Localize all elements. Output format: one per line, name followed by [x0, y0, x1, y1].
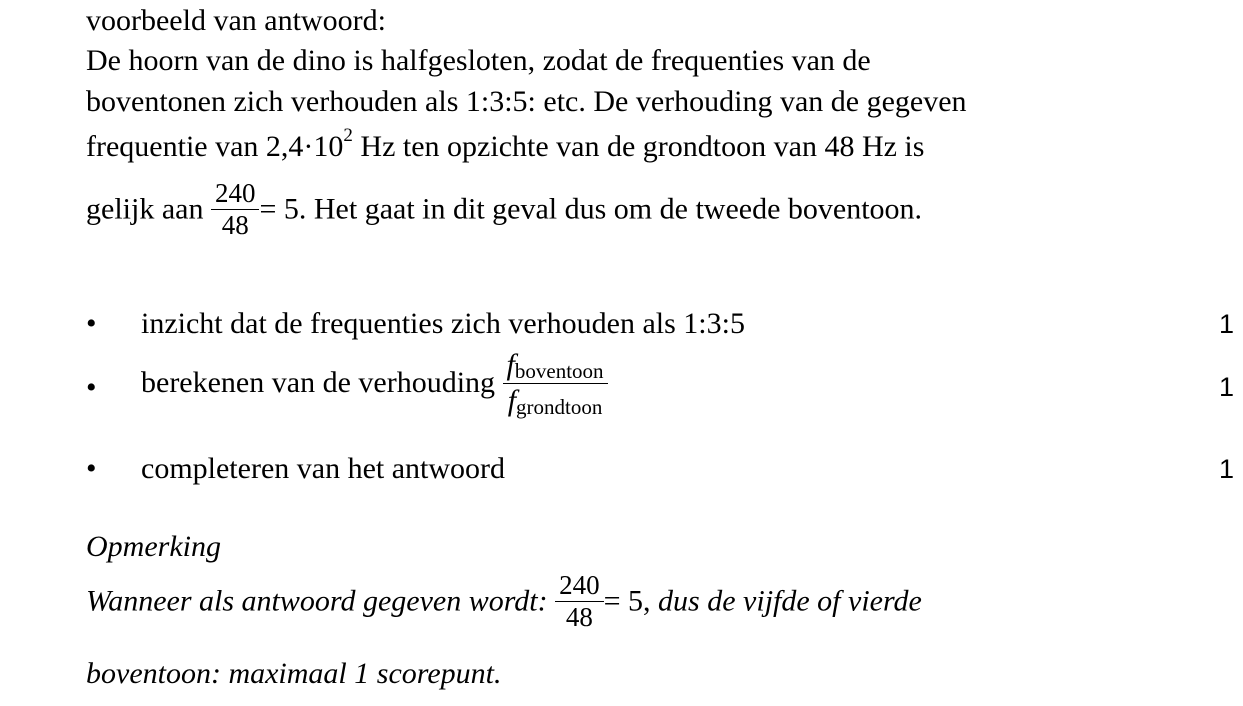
frequency-exponent: 2 — [343, 125, 353, 146]
ratio-denominator: 48 — [221, 210, 249, 241]
remark-denominator: 48 — [565, 602, 593, 633]
remark-title: Opmerking — [86, 530, 221, 563]
f-variable: f — [506, 348, 515, 381]
remark-line-1 — [86, 570, 922, 633]
example-line-1: De hoorn van de dino is halfgesloten, zodat de frequenties van de — [86, 44, 871, 77]
line3-suffix: ten opzichte van de grondtoon van 48 Hz is — [395, 130, 925, 163]
example-heading: voorbeeld van antwoord: — [86, 4, 386, 37]
remark-numerator: 240 — [555, 570, 604, 602]
ratio-fraction — [211, 178, 260, 241]
subscript-grondtoon: grondtoon — [516, 394, 603, 419]
criterion-score: 1 — [1219, 454, 1235, 484]
example-line-4 — [86, 178, 922, 241]
remark-suffix: dus de vijfde of vierde — [650, 584, 922, 618]
criterion-text-label: berekenen van de verhouding — [141, 366, 503, 399]
example-line-3 — [86, 125, 925, 163]
criterion-text — [141, 348, 608, 418]
remark-result: = 5, — [603, 584, 651, 618]
ratio-result: = 5. — [259, 192, 307, 226]
bullet-icon: • — [86, 452, 97, 485]
frequency-value — [265, 125, 353, 163]
criterion-score: 1 — [1219, 372, 1235, 402]
criterion-text: inzicht dat de frequenties zich verhouden als 1:3:5 — [141, 307, 745, 340]
bullet-icon: • — [86, 307, 97, 340]
example-line-2: boventonen zich verhouden als 1:3:5: etc. De verhouding van de gegeven — [86, 85, 967, 118]
line4-prefix: gelijk aan — [86, 192, 211, 226]
frequency-mantissa: 2,4·10 — [265, 130, 344, 163]
bullet-icon: • — [86, 371, 97, 404]
frequency-unit: Hz — [360, 130, 396, 163]
f-grondtoon — [503, 384, 608, 419]
ratio-f-fraction — [503, 348, 608, 418]
remark-prefix: Wanneer als antwoord gegeven wordt: — [86, 584, 556, 618]
line3-prefix: frequentie van — [86, 130, 266, 163]
criterion-text: completeren van het antwoord — [141, 452, 506, 485]
remark-line-2: boventoon: maximaal 1 scorepunt. — [86, 657, 502, 690]
f-boventoon — [503, 348, 608, 384]
line4-suffix: Het gaat in dit geval dus om de tweede boventoon. — [306, 192, 923, 226]
f-variable: f — [507, 383, 517, 417]
ratio-numerator: 240 — [211, 178, 260, 210]
subscript-boventoon: boventoon — [514, 359, 604, 383]
remark-fraction — [555, 570, 604, 633]
criterion-score: 1 — [1219, 309, 1235, 339]
